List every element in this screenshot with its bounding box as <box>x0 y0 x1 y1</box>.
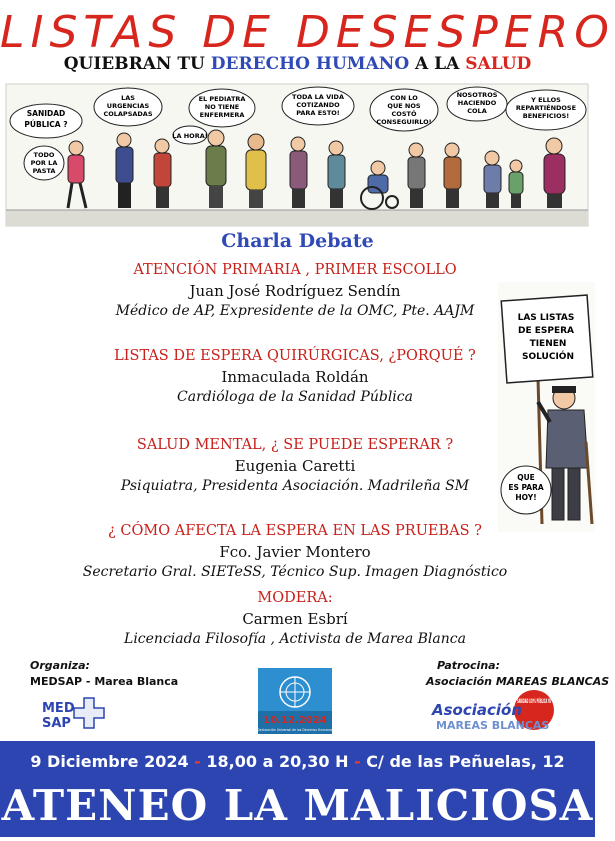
un-human-rights-logo <box>258 668 332 734</box>
speech-bubble <box>447 87 507 121</box>
speech-bubble <box>10 104 82 138</box>
talk-speaker-role: Secretario Gral. SIETeSS, Técnico Sup. Imagen Diagnóstico <box>82 564 508 580</box>
svg-text:HACIENDO: HACIENDO <box>457 99 497 107</box>
svg-text:COLA: COLA <box>467 107 487 115</box>
talk-4 <box>60 521 530 582</box>
protester-cartoon-illustration <box>498 282 595 532</box>
event-details-line <box>0 751 595 773</box>
talk-title: SALUD MENTAL, ¿ SE PUEDE ESPERAR ? <box>136 437 454 453</box>
speech-bubble <box>282 87 354 125</box>
event-date: 9 Diciembre 2024 <box>30 752 189 771</box>
speech-bubble <box>189 89 255 127</box>
svg-text:TIENEN: TIENEN <box>529 339 567 349</box>
medsap-logo-text-1: MED <box>42 701 75 716</box>
svg-text:TODA LA VIDA: TODA LA VIDA <box>292 93 344 101</box>
talk-1 <box>60 260 530 321</box>
queue-cartoon-illustration <box>6 84 588 226</box>
svg-text:Y ELLOS: Y ELLOS <box>531 96 561 104</box>
svg-text:REPARTIÉNDOSE: REPARTIÉNDOSE <box>515 104 577 112</box>
svg-text:PÚBLICA ?: PÚBLICA ? <box>24 120 68 129</box>
talk-2 <box>60 346 530 407</box>
talk-speaker: Inmaculada Roldán <box>221 368 369 386</box>
moderator-block <box>60 588 530 649</box>
poster-title: LISTAS DE DESESPERO <box>0 7 615 58</box>
organiza-label: Organiza: <box>30 659 90 672</box>
mareas-logo-word-1: Asociación <box>432 701 523 719</box>
talk-title: ATENCIÓN PRIMARIA , PRIMER ESCOLLO <box>133 262 457 278</box>
svg-text:PARA ESTO!: PARA ESTO! <box>296 109 340 117</box>
svg-text:URGENCIAS: URGENCIAS <box>106 102 150 110</box>
svg-text:COSTÓ: COSTÓ <box>391 110 417 118</box>
medsap-logo <box>38 694 110 734</box>
subtitle-part-2: DERECHO HUMANO <box>210 54 410 74</box>
subtitle-part-1: QUIEBRAN TU <box>63 54 211 74</box>
talk-title: ¿ CÓMO AFECTA LA ESPERA EN LAS PRUEBAS ? <box>108 523 482 539</box>
svg-text:PASTA: PASTA <box>32 167 56 175</box>
svg-text:QUE: QUE <box>517 473 535 482</box>
talk-speaker-role: Cardióloga de la Sanidad Pública <box>177 389 413 405</box>
svg-text:HOY!: HOY! <box>515 493 537 502</box>
talk-speaker: Eugenia Caretti <box>234 457 356 475</box>
svg-text:CONSEGUIRLO!: CONSEGUIRLO! <box>376 118 432 126</box>
event-heading: Charla Debate <box>221 230 374 252</box>
speech-bubble <box>94 88 162 126</box>
svg-text:LAS: LAS <box>121 94 135 102</box>
separator: - <box>348 752 367 771</box>
svg-text:LA HORA!: LA HORA! <box>172 132 208 140</box>
mareas-logo-word-2: MAREAS BLANCAS <box>436 719 550 732</box>
poster-subtitle <box>0 53 595 75</box>
svg-text:EL PEDIATRA: EL PEDIATRA <box>198 95 246 103</box>
svg-text:LAS LISTAS: LAS LISTAS <box>517 313 575 323</box>
un-logo-caption: Declaración Universal de los Derechos Humanos <box>257 728 333 732</box>
svg-text:NO TIENE: NO TIENE <box>204 103 240 111</box>
separator: - <box>188 752 207 771</box>
venue-name: ATENEO LA MALICIOSA <box>1 781 594 830</box>
patrocina-label: Patrocina: <box>437 659 500 672</box>
talk-3 <box>60 435 530 496</box>
svg-text:COTIZANDO: COTIZANDO <box>296 101 340 109</box>
svg-text:CON LO: CON LO <box>390 94 418 102</box>
organiza-name: MEDSAP - Marea Blanca <box>30 675 179 688</box>
talk-speaker-role: Psiquiatra, Presidenta Asociación. Madrileña SM <box>120 478 470 494</box>
svg-text:ENFERMERA: ENFERMERA <box>199 111 245 119</box>
talk-speaker: Juan José Rodríguez Sendín <box>189 282 401 300</box>
speech-bubble <box>506 90 586 130</box>
svg-text:POR LA: POR LA <box>30 159 58 167</box>
protest-sign <box>501 295 593 383</box>
mareas-blancas-logo <box>430 688 570 736</box>
talk-title: LISTAS DE ESPERA QUIRÚRGICAS, ¿PORQUÉ ? <box>114 348 476 364</box>
speech-bubble <box>24 146 64 180</box>
subtitle-part-3: A LA <box>409 54 466 74</box>
patrocina-name: Asociación MAREAS BLANCAS <box>426 675 610 688</box>
talk-speaker: Fco. Javier Montero <box>219 543 371 561</box>
event-address: C/ de las Peñuelas, 12 <box>366 752 565 771</box>
svg-text:SANIDAD: SANIDAD <box>26 109 66 118</box>
speech-bubble <box>172 126 207 144</box>
un-logo-date: 10.12.2024 <box>263 715 327 726</box>
event-time: 18,00 a 20,30 H <box>206 752 349 771</box>
medsap-logo-text-2: SAP <box>42 716 71 731</box>
subtitle-part-4: SALUD <box>465 54 532 74</box>
svg-text:TODO: TODO <box>33 151 55 159</box>
moderator-role: Licenciada Filosofía , Activista de Marea Blanca <box>124 631 466 647</box>
speech-bubble <box>370 89 438 131</box>
svg-text:COLAPSADAS: COLAPSADAS <box>103 110 153 118</box>
svg-text:DE ESPERA: DE ESPERA <box>517 326 575 336</box>
svg-text:BENEFICIOS!: BENEFICIOS! <box>522 112 570 120</box>
moderator-name: Carmen Esbrí <box>242 610 348 628</box>
svg-text:QUE NOS: QUE NOS <box>387 102 421 110</box>
svg-text:SOLUCIÓN: SOLUCIÓN <box>522 352 574 362</box>
svg-text:NOSOTROS: NOSOTROS <box>456 91 498 99</box>
speech-bubble <box>501 466 551 514</box>
moderator-label: MODERA: <box>257 590 333 606</box>
svg-text:ES PARA: ES PARA <box>508 483 544 492</box>
mareas-badge-text: SANIDAD 100% PÚBLICA YA <box>517 698 552 705</box>
talk-speaker-role: Médico de AP, Expresidente de la OMC, Pte. AAJM <box>115 303 475 319</box>
